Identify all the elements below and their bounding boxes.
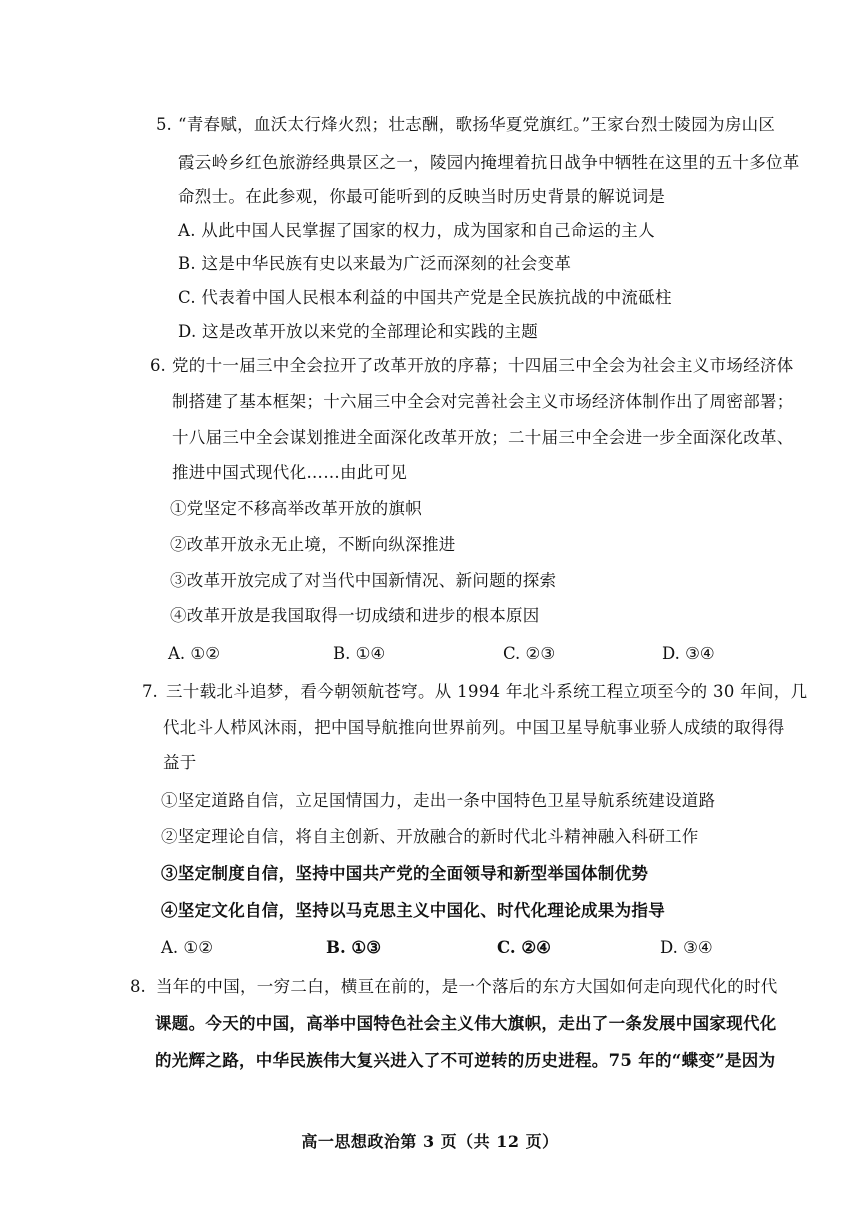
choice-d: D. ③④: [662, 644, 715, 663]
question-stem-line: 代北斗人栉风沐雨，把中国导航推向世界前列。中国卫星导航事业骄人成绩的取得得: [163, 718, 785, 737]
question-stem-line: 制搭建了基本框架；十六届三中全会对完善社会主义市场经济体制作出了周密部署；: [172, 392, 794, 411]
option-c: C. 代表着中国人民根本利益的中国共产党是全民族抗战的中流砥柱: [178, 288, 672, 307]
choice-c: C. ②④: [497, 938, 551, 957]
choice-a: A. ①②: [168, 644, 220, 663]
question-stem-line: 霞云岭乡红色旅游经典景区之一，陵园内掩埋着抗日战争中牺牲在这里的五十多位革: [178, 153, 800, 172]
question-stem-line: 的光辉之路，中华民族伟大复兴进入了不可逆转的历史进程。75 年的“蝶变”是因为: [155, 1051, 776, 1070]
question-number: 6.: [150, 356, 166, 375]
statement-item: ④坚定文化自信，坚持以马克思主义中国化、时代化理论成果为指导: [161, 901, 665, 920]
choice-d: D. ③④: [660, 938, 713, 957]
question-number: 8.: [130, 977, 146, 996]
question-stem-line: 命烈士。在此参观，你最可能听到的反映当时历史背景的解说词是: [178, 187, 666, 206]
choice-b: B. ①④: [333, 644, 386, 663]
statement-item: ①党坚定不移高举改革开放的旗帜: [170, 499, 422, 518]
question-stem-line: 三十载北斗追梦，看今朝领航苍穹。从 1994 年北斗系统工程立项至今的 30 年间，几: [166, 682, 808, 701]
question-stem-line: 党的十一届三中全会拉开了改革开放的序幕；十四届三中全会为社会主义市场经济体: [172, 356, 794, 375]
statement-item: ④改革开放是我国取得一切成绩和进步的根本原因: [170, 606, 540, 625]
question-number: 5.: [156, 115, 172, 134]
choice-b: B. ①③: [326, 938, 382, 957]
page-footer: 高一思想政治第 3 页（共 12 页）: [301, 1132, 559, 1151]
question-stem-line: 当年的中国，一穷二白，横亘在前的，是一个落后的东方大国如何走向现代化的时代: [156, 977, 778, 996]
option-d: D. 这是改革开放以来党的全部理论和实践的主题: [178, 322, 539, 341]
question-number: 7.: [142, 682, 158, 701]
question-stem-line: 十八届三中全会谋划推进全面深化改革开放；二十届三中全会进一步全面深化改革、: [172, 428, 794, 447]
option-a: A. 从此中国人民掌握了国家的权力，成为国家和自己命运的主人: [178, 221, 655, 240]
choice-c: C. ②③: [503, 644, 556, 663]
statement-item: ①坚定道路自信，立足国情国力，走出一条中国特色卫星导航系统建设道路: [161, 791, 716, 810]
statement-item: ②改革开放永无止境，不断向纵深推进: [170, 535, 456, 554]
statement-item: ②坚定理论自信，将自主创新、开放融合的新时代北斗精神融入科研工作: [161, 827, 699, 846]
question-stem-line: 推进中国式现代化……由此可见: [172, 463, 408, 482]
statement-item: ③改革开放完成了对当代中国新情况、新问题的探索: [170, 571, 557, 590]
choice-a: A. ①②: [161, 938, 213, 957]
question-stem-line: 课题。今天的中国，高举中国特色社会主义伟大旗帜，走出了一条发展中国家现代化: [155, 1014, 777, 1033]
statement-item: ③坚定制度自信，坚持中国共产党的全面领导和新型举国体制优势: [161, 864, 649, 883]
option-b: B. 这是中华民族有史以来最为广泛而深刻的社会变革: [178, 254, 572, 273]
question-stem-line: “青春赋，血沃太行烽火烈；壮志酬，歌扬华夏党旗红。”王家台烈士陵园为房山区: [178, 115, 776, 134]
question-stem-line: 益于: [163, 753, 197, 772]
